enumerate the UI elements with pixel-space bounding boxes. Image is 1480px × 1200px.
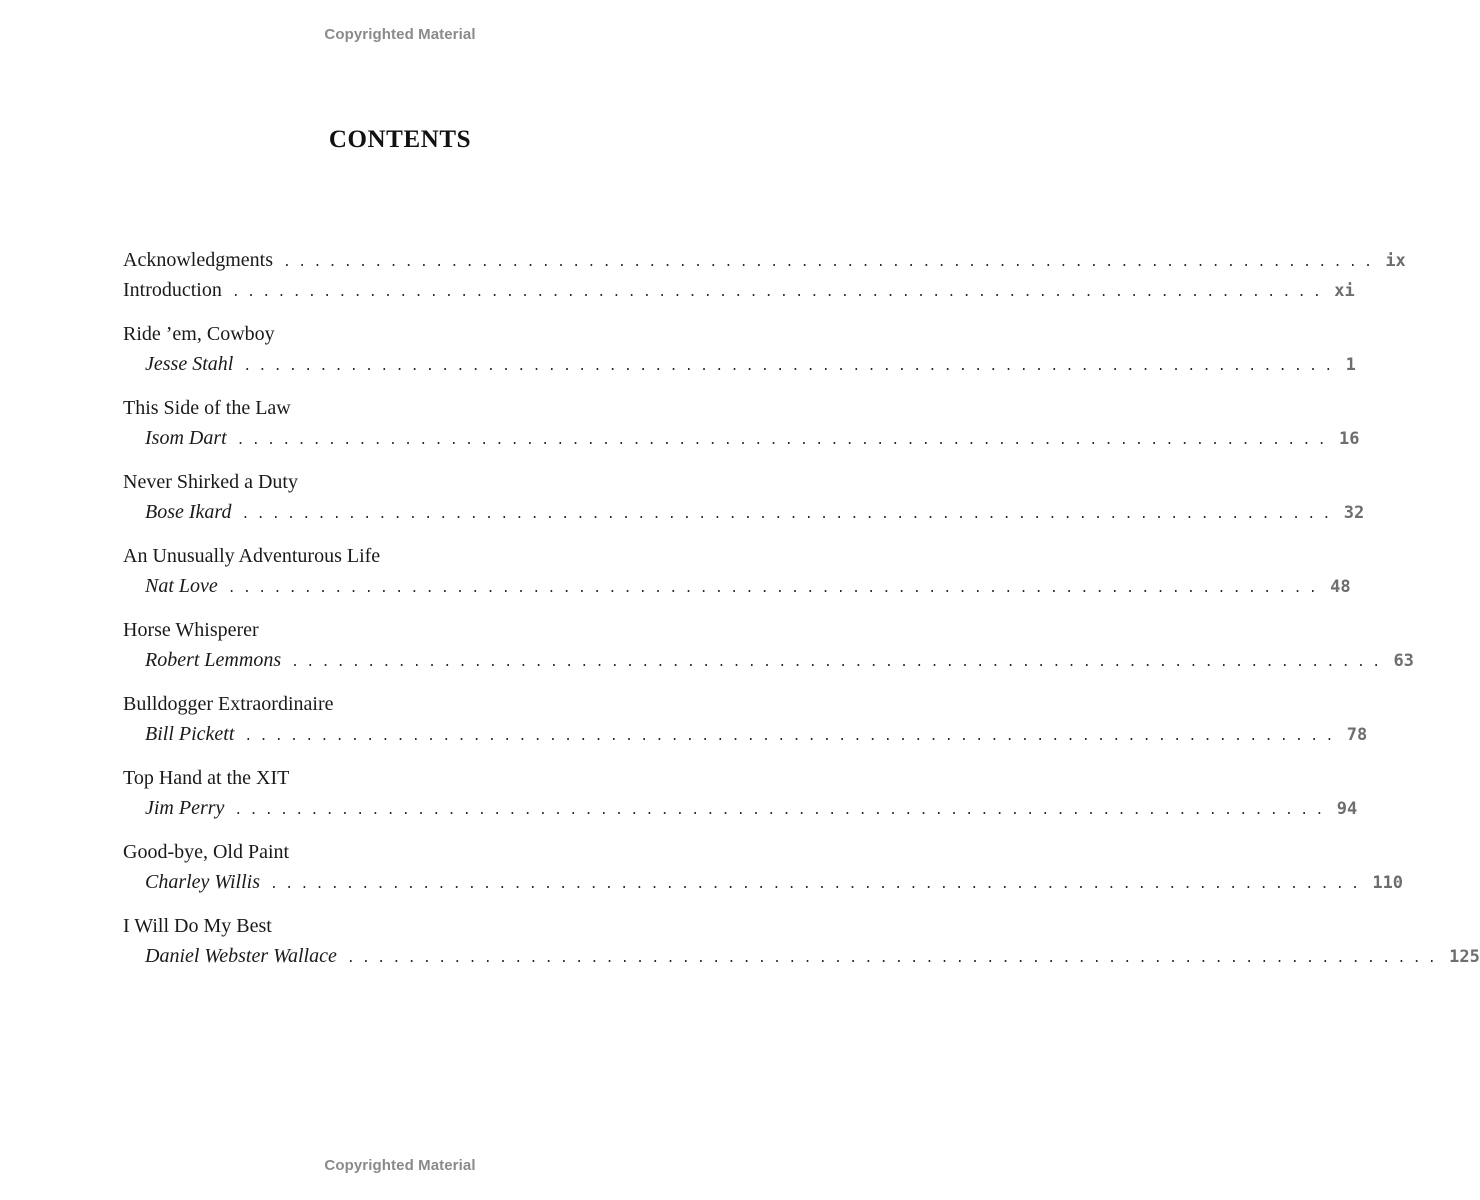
toc-page-number: 110 — [1372, 873, 1404, 893]
toc-page-number: 78 — [1346, 725, 1368, 745]
toc-page-number: ix — [1385, 251, 1406, 271]
toc-page-number: 48 — [1330, 577, 1351, 597]
chapter-title: An Unusually Adventurous Life — [123, 545, 381, 567]
chapter-person: Isom Dart — [145, 427, 227, 449]
chapter-person: Jim Perry — [145, 797, 225, 819]
toc-chapter — [123, 689, 1368, 749]
dot-leader: ........................................................................ — [346, 951, 1444, 966]
chapter-person: Bill Pickett — [145, 723, 235, 745]
chapter-person: Nat Love — [145, 575, 218, 597]
toc-entry-label: Introduction — [123, 279, 222, 301]
chapter-title: Bulldogger Extraordinaire — [123, 693, 334, 715]
dot-leader: ........................................................................ — [241, 507, 1338, 522]
toc-chapter — [123, 319, 1356, 379]
toc-chapter — [123, 837, 1404, 897]
chapter-title: Never Shirked a Duty — [123, 471, 298, 493]
toc-page-number: 32 — [1343, 503, 1365, 523]
toc-page-number: 1 — [1345, 355, 1356, 375]
toc-chapter — [123, 541, 1351, 601]
chapter-person: Jesse Stahl — [145, 353, 234, 375]
chapter-title: Horse Whisperer — [123, 619, 259, 641]
chapter-title: I Will Do My Best — [123, 915, 272, 937]
toc-chapter — [123, 467, 1365, 527]
toc-chapter-entry — [123, 349, 1356, 379]
toc-chapter — [123, 911, 1480, 971]
chapter-person: Robert Lemmons — [145, 649, 282, 671]
toc-chapter-entry — [123, 423, 1360, 453]
dot-leader: ........................................................................ — [227, 581, 1325, 596]
dot-leader: ........................................................................ — [231, 285, 1329, 300]
chapter-title: Top Hand at the XIT — [123, 767, 290, 789]
toc-chapter-entry — [123, 867, 1404, 897]
toc-chapter — [123, 393, 1360, 453]
toc-chapter — [123, 615, 1414, 675]
toc-entry-introduction — [123, 275, 1355, 305]
table-of-contents — [123, 245, 1480, 971]
toc-chapter — [123, 763, 1358, 823]
toc-chapter-entry — [123, 941, 1480, 971]
toc-page-number: 63 — [1393, 651, 1414, 671]
toc-entry-label: Acknowledgments — [123, 249, 273, 271]
toc-page-number: 94 — [1336, 799, 1358, 819]
toc-page-number: 125 — [1449, 947, 1480, 967]
dot-leader: ........................................................................ — [282, 255, 1380, 270]
dot-leader: ........................................................................ — [243, 359, 1340, 374]
dot-leader: ........................................................................ — [270, 877, 1367, 892]
dot-leader: ........................................................................ — [236, 433, 1333, 448]
chapter-title: Ride ’em, Cowboy — [123, 323, 275, 345]
toc-page-number: 16 — [1339, 429, 1360, 449]
toc-chapter-entry — [123, 645, 1414, 675]
dot-leader: ........................................................................ — [244, 729, 1341, 744]
contents-heading: CONTENTS — [328, 126, 472, 153]
chapter-title: This Side of the Law — [123, 397, 291, 419]
toc-chapter-entry — [123, 497, 1365, 527]
toc-page-number: xi — [1334, 281, 1355, 301]
toc-entry-acknowledgments — [123, 245, 1406, 275]
copyright-watermark-bottom: Copyrighted Material — [324, 1157, 476, 1174]
chapter-title: Good-bye, Old Paint — [123, 841, 290, 863]
chapter-person: Bose Ikard — [145, 501, 232, 523]
chapter-person: Charley Willis — [145, 871, 260, 893]
toc-chapter-entry — [123, 719, 1368, 749]
chapter-person: Daniel Webster Wallace — [145, 945, 337, 967]
toc-chapter-entry — [123, 571, 1351, 601]
toc-chapter-entry — [123, 793, 1358, 823]
copyright-watermark-top: Copyrighted Material — [324, 26, 476, 43]
dot-leader: ........................................................................ — [291, 655, 1388, 670]
dot-leader: ........................................................................ — [234, 803, 1331, 818]
